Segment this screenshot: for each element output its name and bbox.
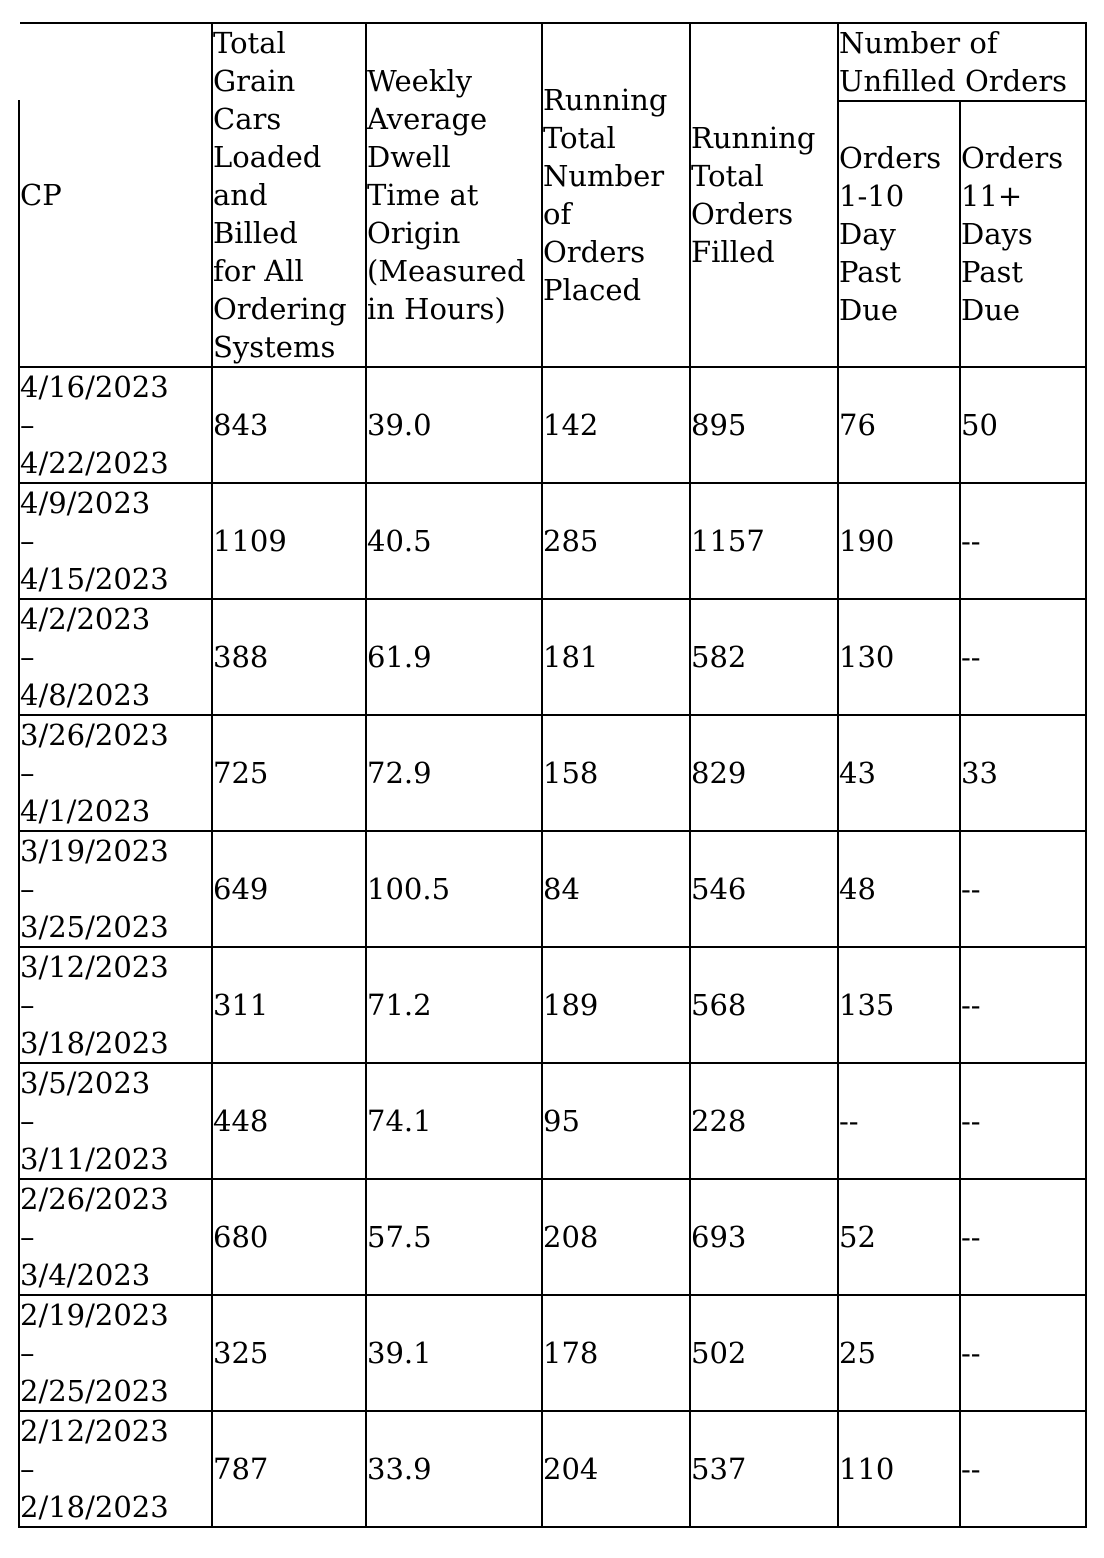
orders-1-10-past-due-cell: 76	[838, 367, 960, 483]
dwell-time-cell: 57.5	[366, 1179, 542, 1295]
orders-filled-cell: 546	[690, 831, 838, 947]
table-row	[19, 947, 1086, 1063]
dwell-time-cell: 71.2	[366, 947, 542, 1063]
date-end: 4/1/2023	[20, 794, 151, 828]
orders-1-10-past-due-cell: 43	[838, 715, 960, 831]
orders-1-10-past-due-cell: 135	[838, 947, 960, 1063]
cp-date-range	[19, 947, 212, 1063]
header-line: Orders	[691, 197, 794, 231]
header-corner-gap	[18, 22, 20, 100]
orders-filled-cell: 829	[690, 715, 838, 831]
dwell-time-cell: 72.9	[366, 715, 542, 831]
header-line: Days	[961, 217, 1033, 251]
orders-filled-cell: 502	[690, 1295, 838, 1411]
table-row	[19, 599, 1086, 715]
orders-placed-cell: 158	[542, 715, 690, 831]
header-line: Loaded	[213, 140, 322, 174]
table-body	[19, 367, 1086, 1527]
date-end: 3/25/2023	[20, 910, 169, 944]
total-grain-cars-cell: 680	[212, 1179, 366, 1295]
header-line: Billed	[213, 216, 298, 250]
date-start: 4/2/2023	[20, 602, 151, 636]
orders-11-plus-past-due-cell: 33	[960, 715, 1086, 831]
total-grain-cars-cell: 1109	[212, 483, 366, 599]
dwell-time-cell: 39.1	[366, 1295, 542, 1411]
date-end: 4/15/2023	[20, 562, 169, 596]
header-orders-11-plus-past-due	[960, 101, 1086, 367]
cp-date-range	[19, 831, 212, 947]
orders-filled-cell: 228	[690, 1063, 838, 1179]
header-line: Placed	[543, 273, 642, 307]
header-orders-filled	[690, 23, 838, 367]
orders-filled-cell: 568	[690, 947, 838, 1063]
header-line: of	[543, 197, 572, 231]
table-row	[19, 831, 1086, 947]
orders-1-10-past-due-cell: --	[838, 1063, 960, 1179]
date-end: 3/4/2023	[20, 1258, 151, 1292]
date-start: 3/19/2023	[20, 834, 169, 868]
date-end: 3/18/2023	[20, 1026, 169, 1060]
date-start: 4/9/2023	[20, 486, 151, 520]
orders-placed-cell: 181	[542, 599, 690, 715]
orders-11-plus-past-due-cell: --	[960, 483, 1086, 599]
orders-11-plus-past-due-cell: --	[960, 599, 1086, 715]
header-line: Due	[839, 293, 899, 327]
header-line: Orders	[839, 141, 942, 175]
orders-11-plus-past-due-cell: --	[960, 1411, 1086, 1527]
orders-11-plus-past-due-cell: --	[960, 831, 1086, 947]
header-line: Average	[367, 102, 488, 136]
orders-11-plus-past-due-cell: 50	[960, 367, 1086, 483]
dwell-time-cell: 39.0	[366, 367, 542, 483]
orders-filled-cell: 1157	[690, 483, 838, 599]
orders-placed-cell: 285	[542, 483, 690, 599]
orders-placed-cell: 189	[542, 947, 690, 1063]
dwell-time-cell: 61.9	[366, 599, 542, 715]
table-row	[19, 1411, 1086, 1527]
table-header	[19, 23, 1086, 367]
header-line: Number	[543, 159, 665, 193]
orders-placed-cell: 204	[542, 1411, 690, 1527]
header-line: Total	[543, 121, 616, 155]
orders-placed-cell: 95	[542, 1063, 690, 1179]
orders-placed-cell: 84	[542, 831, 690, 947]
date-start: 2/12/2023	[20, 1414, 169, 1448]
date-start: 3/5/2023	[20, 1066, 151, 1100]
header-line: for All	[213, 254, 304, 288]
orders-filled-cell: 537	[690, 1411, 838, 1527]
header-line: 1-10	[839, 179, 905, 213]
header-line: Past	[839, 255, 902, 289]
date-end: 4/22/2023	[20, 446, 169, 480]
date-start: 3/26/2023	[20, 718, 169, 752]
header-orders-placed	[542, 23, 690, 367]
header-line: Day	[839, 217, 896, 251]
date-separator: –	[20, 408, 35, 442]
total-grain-cars-cell: 843	[212, 367, 366, 483]
cp-date-range	[19, 1411, 212, 1527]
date-separator: –	[20, 1336, 35, 1370]
dwell-time-cell: 100.5	[366, 831, 542, 947]
orders-1-10-past-due-cell: 190	[838, 483, 960, 599]
orders-11-plus-past-due-cell: --	[960, 947, 1086, 1063]
table-row	[19, 1295, 1086, 1411]
date-separator: –	[20, 988, 35, 1022]
header-line: Total	[691, 159, 764, 193]
date-start: 4/16/2023	[20, 370, 169, 404]
header-cp: CP	[19, 23, 212, 367]
date-separator: –	[20, 524, 35, 558]
date-separator: –	[20, 1104, 35, 1138]
header-line: Ordering	[213, 292, 347, 326]
cp-date-range	[19, 1063, 212, 1179]
table-row	[19, 715, 1086, 831]
orders-1-10-past-due-cell: 52	[838, 1179, 960, 1295]
orders-placed-cell: 208	[542, 1179, 690, 1295]
orders-filled-cell: 693	[690, 1179, 838, 1295]
date-start: 2/19/2023	[20, 1298, 169, 1332]
header-line: Number of	[839, 26, 998, 60]
header-line: Systems	[213, 330, 336, 364]
orders-filled-cell: 582	[690, 599, 838, 715]
orders-filled-cell: 895	[690, 367, 838, 483]
total-grain-cars-cell: 388	[212, 599, 366, 715]
cp-date-range	[19, 483, 212, 599]
header-line: Orders	[961, 141, 1064, 175]
cp-date-range	[19, 599, 212, 715]
orders-1-10-past-due-cell: 130	[838, 599, 960, 715]
header-line: Filled	[691, 235, 775, 269]
header-line: Running	[691, 121, 816, 155]
header-line: Running	[543, 83, 668, 117]
total-grain-cars-cell: 311	[212, 947, 366, 1063]
cp-date-range	[19, 715, 212, 831]
date-end: 2/25/2023	[20, 1374, 169, 1408]
header-unfilled-orders	[838, 23, 1086, 101]
header-line: Grain	[213, 64, 296, 98]
dwell-time-cell: 33.9	[366, 1411, 542, 1527]
date-separator: –	[20, 1220, 35, 1254]
total-grain-cars-cell: 725	[212, 715, 366, 831]
header-line: Dwell	[367, 140, 451, 174]
header-line: Time at	[367, 178, 479, 212]
header-orders-1-10-past-due	[838, 101, 960, 367]
dwell-time-cell: 40.5	[366, 483, 542, 599]
total-grain-cars-cell: 649	[212, 831, 366, 947]
header-line: 11+	[961, 179, 1023, 213]
table-row	[19, 483, 1086, 599]
total-grain-cars-cell: 787	[212, 1411, 366, 1527]
header-line: Total	[213, 26, 286, 60]
date-start: 2/26/2023	[20, 1182, 169, 1216]
table-row	[19, 367, 1086, 483]
header-total-grain-cars	[212, 23, 366, 367]
date-end: 3/11/2023	[20, 1142, 169, 1176]
orders-11-plus-past-due-cell: --	[960, 1179, 1086, 1295]
table-row	[19, 1179, 1086, 1295]
orders-1-10-past-due-cell: 110	[838, 1411, 960, 1527]
total-grain-cars-cell: 325	[212, 1295, 366, 1411]
total-grain-cars-cell: 448	[212, 1063, 366, 1179]
date-separator: –	[20, 640, 35, 674]
cp-date-range	[19, 1295, 212, 1411]
cp-date-range	[19, 1179, 212, 1295]
orders-1-10-past-due-cell: 25	[838, 1295, 960, 1411]
cp-date-range	[19, 367, 212, 483]
orders-11-plus-past-due-cell: --	[960, 1295, 1086, 1411]
table-row	[19, 1063, 1086, 1179]
date-end: 4/8/2023	[20, 678, 151, 712]
header-line: Orders	[543, 235, 646, 269]
orders-placed-cell: 178	[542, 1295, 690, 1411]
header-line: (Measured	[367, 254, 526, 288]
orders-11-plus-past-due-cell: --	[960, 1063, 1086, 1179]
header-line: in Hours)	[367, 292, 506, 326]
header-line: Due	[961, 293, 1021, 327]
header-line: Cars	[213, 102, 282, 136]
header-line: Unfilled Orders	[839, 64, 1068, 98]
date-separator: –	[20, 1452, 35, 1486]
date-separator: –	[20, 756, 35, 790]
date-start: 3/12/2023	[20, 950, 169, 984]
date-separator: –	[20, 872, 35, 906]
dwell-time-cell: 74.1	[366, 1063, 542, 1179]
header-line: and	[213, 178, 268, 212]
header-line: Past	[961, 255, 1024, 289]
grain-car-table	[18, 22, 1087, 1528]
orders-placed-cell: 142	[542, 367, 690, 483]
header-line: Weekly	[367, 64, 472, 98]
orders-1-10-past-due-cell: 48	[838, 831, 960, 947]
header-line: Origin	[367, 216, 461, 250]
date-end: 2/18/2023	[20, 1490, 169, 1524]
header-dwell-time	[366, 23, 542, 367]
